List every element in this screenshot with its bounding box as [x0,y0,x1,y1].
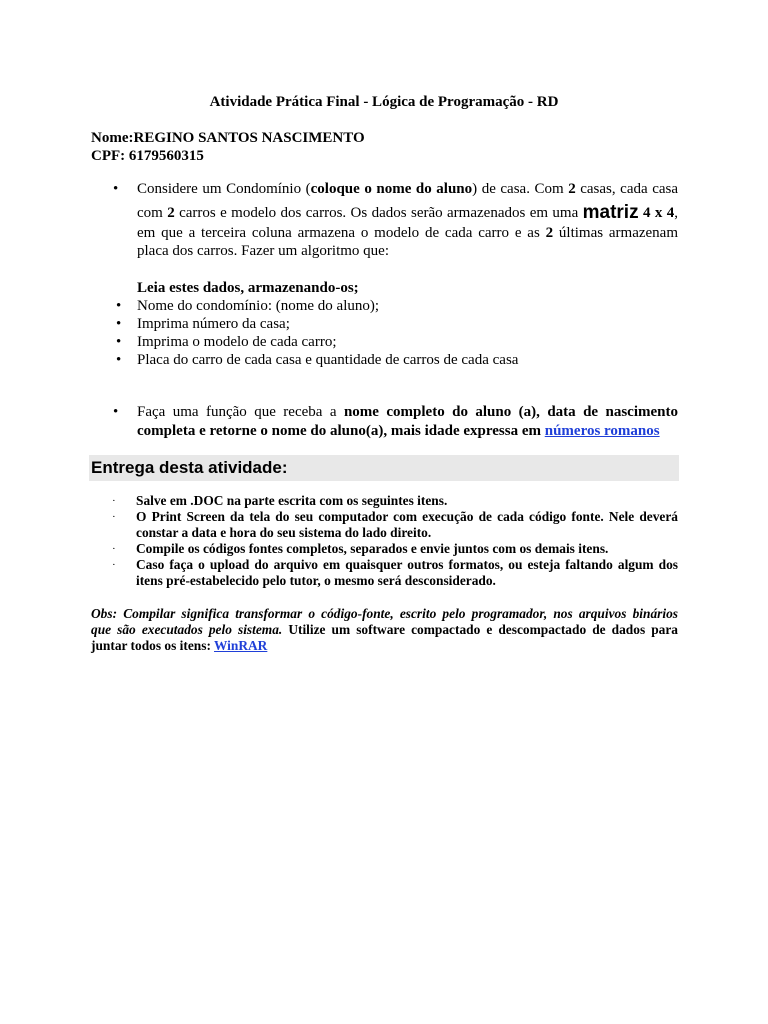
entrega-heading-band [89,455,679,481]
bullet-icon: • [116,316,122,332]
list-item: · Caso faça o upload do arquivo em quaisquer outros formatos, ou esteja faltando algum dos itens pré-estabelecido pelo tutor, o mesmo será desconsiderado. [112,557,678,588]
list-item: • Nome do condomínio: (nome do aluno); [116,298,380,314]
winrar-link[interactable]: WinRAR [214,638,268,653]
small-bullet-icon: · [112,511,116,523]
para2-line-1: Faça uma função que receba a nome completo do aluno (a), data de nascimento [137,404,679,420]
leia-section [116,279,678,369]
list-item: · O Print Screen da tela do seu computador com execução de cada código fonte. Nele deverá constar a data e hora do seu sistema do lado direito. [112,509,678,540]
para1-line-1: Considere um Condomínio (coloque o nome do aluno) de casa. Com 2 casas, cada casa [137,181,679,197]
bullet-icon: • [116,352,122,368]
list-item: · Salve em .DOC na parte escrita com os seguintes itens. [112,493,448,508]
bullet-icon: • [116,298,122,314]
list-item: • Placa do carro de cada casa e quantidade de carros de cada casa [116,352,519,368]
list-item: • Imprima o modelo de cada carro; [116,334,337,350]
document-title: Atividade Prática Final - Lógica de Programação - RD [209,94,559,110]
para1-line-4: placa dos carros. Fazer um algoritmo que: [137,243,389,259]
obs-line-3: juntar todos os itens: WinRAR [91,638,268,653]
leia-heading: Leia estes dados, armazenando-os; [137,280,359,296]
bullet-icon: • [113,181,119,197]
bullet-icon: • [113,404,119,420]
assignment-paragraph [137,180,678,260]
obs-line-2: que são executados pelo sistema. Utilize um software compactado e descompactado de dados para [91,622,678,637]
matriz-word: matriz [582,202,639,223]
para2-line-2: completa e retorne o nome do aluno(a), mais idade expressa em números romanos [137,423,660,439]
function-paragraph [137,403,678,441]
small-bullet-icon: · [112,559,116,571]
entrega-heading: Entrega desta atividade: [91,458,288,477]
list-item: · Compile os códigos fontes completos, separados e envie juntos com os demais itens. [112,541,609,556]
numeros-romanos-link[interactable]: números romanos [544,423,660,439]
bullet-icon: • [116,334,122,350]
small-bullet-icon: · [112,543,116,555]
list-item: • Imprima número da casa; [116,316,290,332]
para1-line-3: em que a terceira coluna armazena o modelo de cada carro e as 2 últimas armazenam [137,225,678,241]
small-bullet-icon: · [112,495,116,507]
para1-line-2: com 2 carros e modelo dos carros. Os dados serão armazenados em uma matriz 4 x 4, [137,202,679,223]
obs-line-1: Obs: Compilar significa transformar o código-fonte, escrito pelo programador, nos arquivos binários [91,606,678,621]
entrega-list [112,493,678,589]
obs-paragraph [91,606,678,654]
student-info [91,129,365,165]
student-name: Nome:REGINO SANTOS NASCIMENTO [91,130,365,146]
leia-list [116,297,678,369]
student-cpf: CPF: 6179560315 [91,148,204,164]
